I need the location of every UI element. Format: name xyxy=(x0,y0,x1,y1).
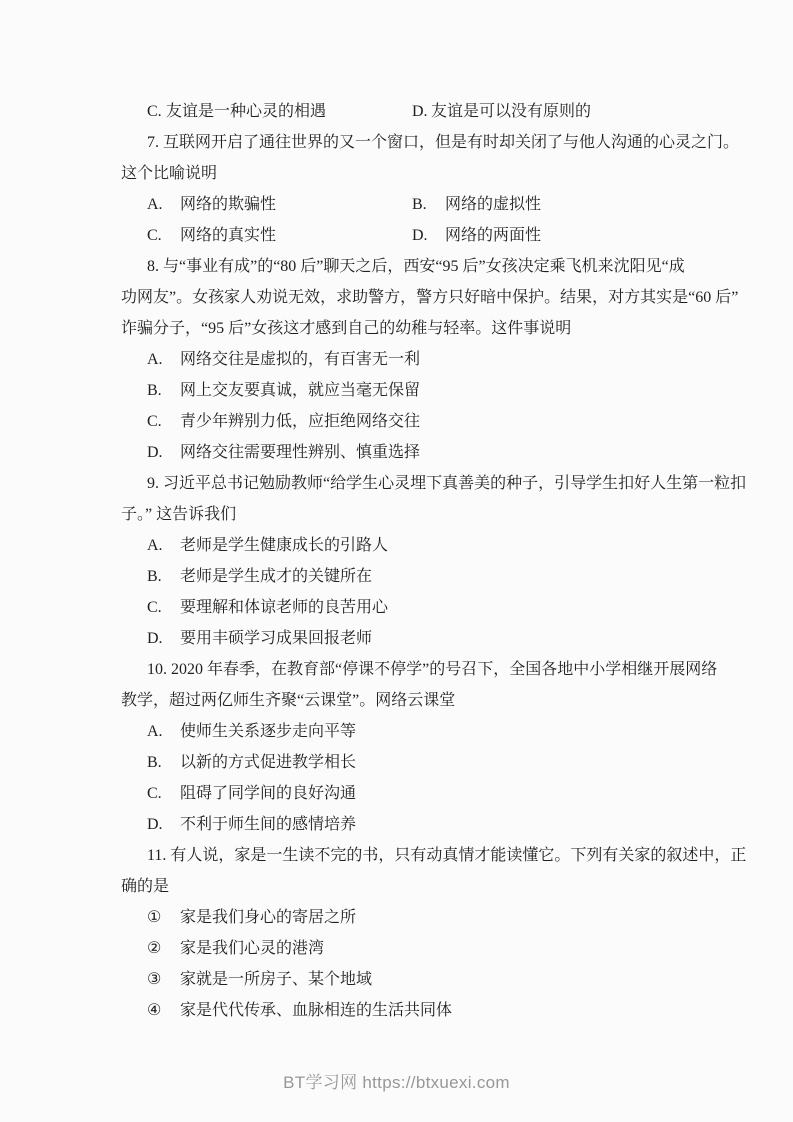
item-text: 家就是一所房子、某个地域 xyxy=(180,971,373,988)
q6-option-c xyxy=(147,96,412,127)
q7-stem-line-2: 这个比喻说明 xyxy=(121,165,218,182)
q10-stem-line-2: 教学，超过两亿师生齐聚“云课堂”。网络云课堂 xyxy=(121,692,456,709)
q9-option-c xyxy=(121,592,681,623)
option-text: 网络的虚拟性 xyxy=(445,196,542,213)
option-letter: D. xyxy=(147,444,163,461)
circled-number-icon: ④ xyxy=(147,1002,162,1019)
option-letter: A. xyxy=(147,351,163,368)
q8-option-c xyxy=(121,406,681,437)
q9-option-b xyxy=(121,561,681,592)
q11-item-3 xyxy=(121,964,681,995)
q7-option-a xyxy=(147,189,412,220)
item-text: 家是代代传承、血脉相连的生活共同体 xyxy=(180,1002,453,1019)
option-text: 网络交往是虚拟的，有百害无一利 xyxy=(180,351,421,368)
option-letter: D. xyxy=(412,227,428,244)
option-letter: C. xyxy=(147,227,162,244)
circled-number-icon: ② xyxy=(147,940,162,957)
q8-option-a xyxy=(121,344,681,375)
option-letter: C. xyxy=(147,413,162,430)
q7-option-c xyxy=(147,220,412,251)
q7-stem-line-1: 7. 互联网开启了通往世界的又一个窗口，但是有时却关闭了与他人沟通的心灵之门。 xyxy=(147,134,740,151)
q10-option-a xyxy=(121,716,681,747)
q10-option-b xyxy=(121,747,681,778)
q10-option-d xyxy=(121,809,681,840)
option-letter: D. xyxy=(147,816,163,833)
circled-number-icon: ③ xyxy=(147,971,162,988)
option-letter: B. xyxy=(147,568,162,585)
q7-options-row-ab xyxy=(121,189,681,220)
option-text: 青少年辨别力低，应拒绝网络交往 xyxy=(180,413,421,430)
option-text: 要理解和体谅老师的良苦用心 xyxy=(180,599,389,616)
q9-option-a xyxy=(121,530,681,561)
q6-options-row-cd xyxy=(121,96,681,127)
option-text: 不利于师生间的感情培养 xyxy=(180,816,357,833)
q8-stem-line-2: 功网友”。女孩家人劝说无效，求助警方，警方只好暗中保护。结果，对方其实是“60 后” xyxy=(121,289,739,306)
option-letter: B. xyxy=(147,382,162,399)
option-text: 老师是学生成才的关键所在 xyxy=(180,568,373,585)
option-letter: A. xyxy=(147,196,163,213)
q8-stem-line-3: 诈骗分子，“95 后”女孩这才感到自己的幼稚与轻率。这件事说明 xyxy=(121,320,572,337)
option-text: 老师是学生健康成长的引路人 xyxy=(180,537,389,554)
q9-stem-line-2: 子。” 这告诉我们 xyxy=(121,506,237,523)
option-letter: D. xyxy=(147,630,163,647)
q9-stem-line-1: 9. 习近平总书记勉励教师“给学生心灵埋下真善美的种子，引导学生扣好人生第一粒扣 xyxy=(147,475,747,492)
q8-stem-line-1: 8. 与“事业有成”的“80 后”聊天之后，西安“95 后”女孩决定乘飞机来沈阳见“成 xyxy=(147,258,685,275)
q11-stem-line-2: 确的是 xyxy=(121,878,170,895)
option-text: 网上交友要真诚，就应当毫无保留 xyxy=(180,382,421,399)
q11-item-1 xyxy=(121,902,681,933)
q7-option-d xyxy=(412,220,677,251)
option-text: 网络的欺骗性 xyxy=(180,196,277,213)
item-text: 家是我们身心的寄居之所 xyxy=(180,909,357,926)
option-letter: D. xyxy=(412,103,428,120)
q7-options-row-cd xyxy=(121,220,681,251)
q7-option-b xyxy=(412,189,677,220)
option-text: 友谊是一种心灵的相遇 xyxy=(166,103,327,120)
watermark-site-link[interactable]: BT学习网 https://btxuexi.com xyxy=(283,1073,510,1092)
option-letter: C. xyxy=(147,103,162,120)
option-text: 以新的方式促进教学相长 xyxy=(180,754,357,771)
q8-option-d xyxy=(121,437,681,468)
q11-item-2 xyxy=(121,933,681,964)
option-letter: B. xyxy=(412,196,427,213)
option-letter: A. xyxy=(147,723,163,740)
q9-option-d xyxy=(121,623,681,654)
q6-option-d xyxy=(412,96,677,127)
q10-stem-line-1: 10. 2020 年春季，在教育部“停课不停学”的号召下，全国各地中小学相继开展网络 xyxy=(147,661,718,678)
watermark-footer xyxy=(0,1068,793,1098)
option-text: 友谊是可以没有原则的 xyxy=(431,103,592,120)
option-text: 网络交往需要理性辨别、慎重选择 xyxy=(180,444,421,461)
exam-question-list xyxy=(121,96,747,1026)
option-letter: B. xyxy=(147,754,162,771)
option-letter: C. xyxy=(147,785,162,802)
option-text: 要用丰硕学习成果回报老师 xyxy=(180,630,373,647)
item-text: 家是我们心灵的港湾 xyxy=(180,940,325,957)
option-text: 阻碍了同学间的良好沟通 xyxy=(180,785,357,802)
q10-option-c xyxy=(121,778,681,809)
q8-option-b xyxy=(121,375,681,406)
option-text: 网络的两面性 xyxy=(445,227,542,244)
option-letter: C. xyxy=(147,599,162,616)
option-text: 使师生关系逐步走向平等 xyxy=(180,723,357,740)
circled-number-icon: ① xyxy=(147,909,162,926)
q11-stem-line-1: 11. 有人说，家是一生读不完的书，只有动真情才能读懂它。下列有关家的叙述中，正 xyxy=(147,847,747,864)
q11-item-4 xyxy=(121,995,681,1026)
option-text: 网络的真实性 xyxy=(180,227,277,244)
option-letter: A. xyxy=(147,537,163,554)
